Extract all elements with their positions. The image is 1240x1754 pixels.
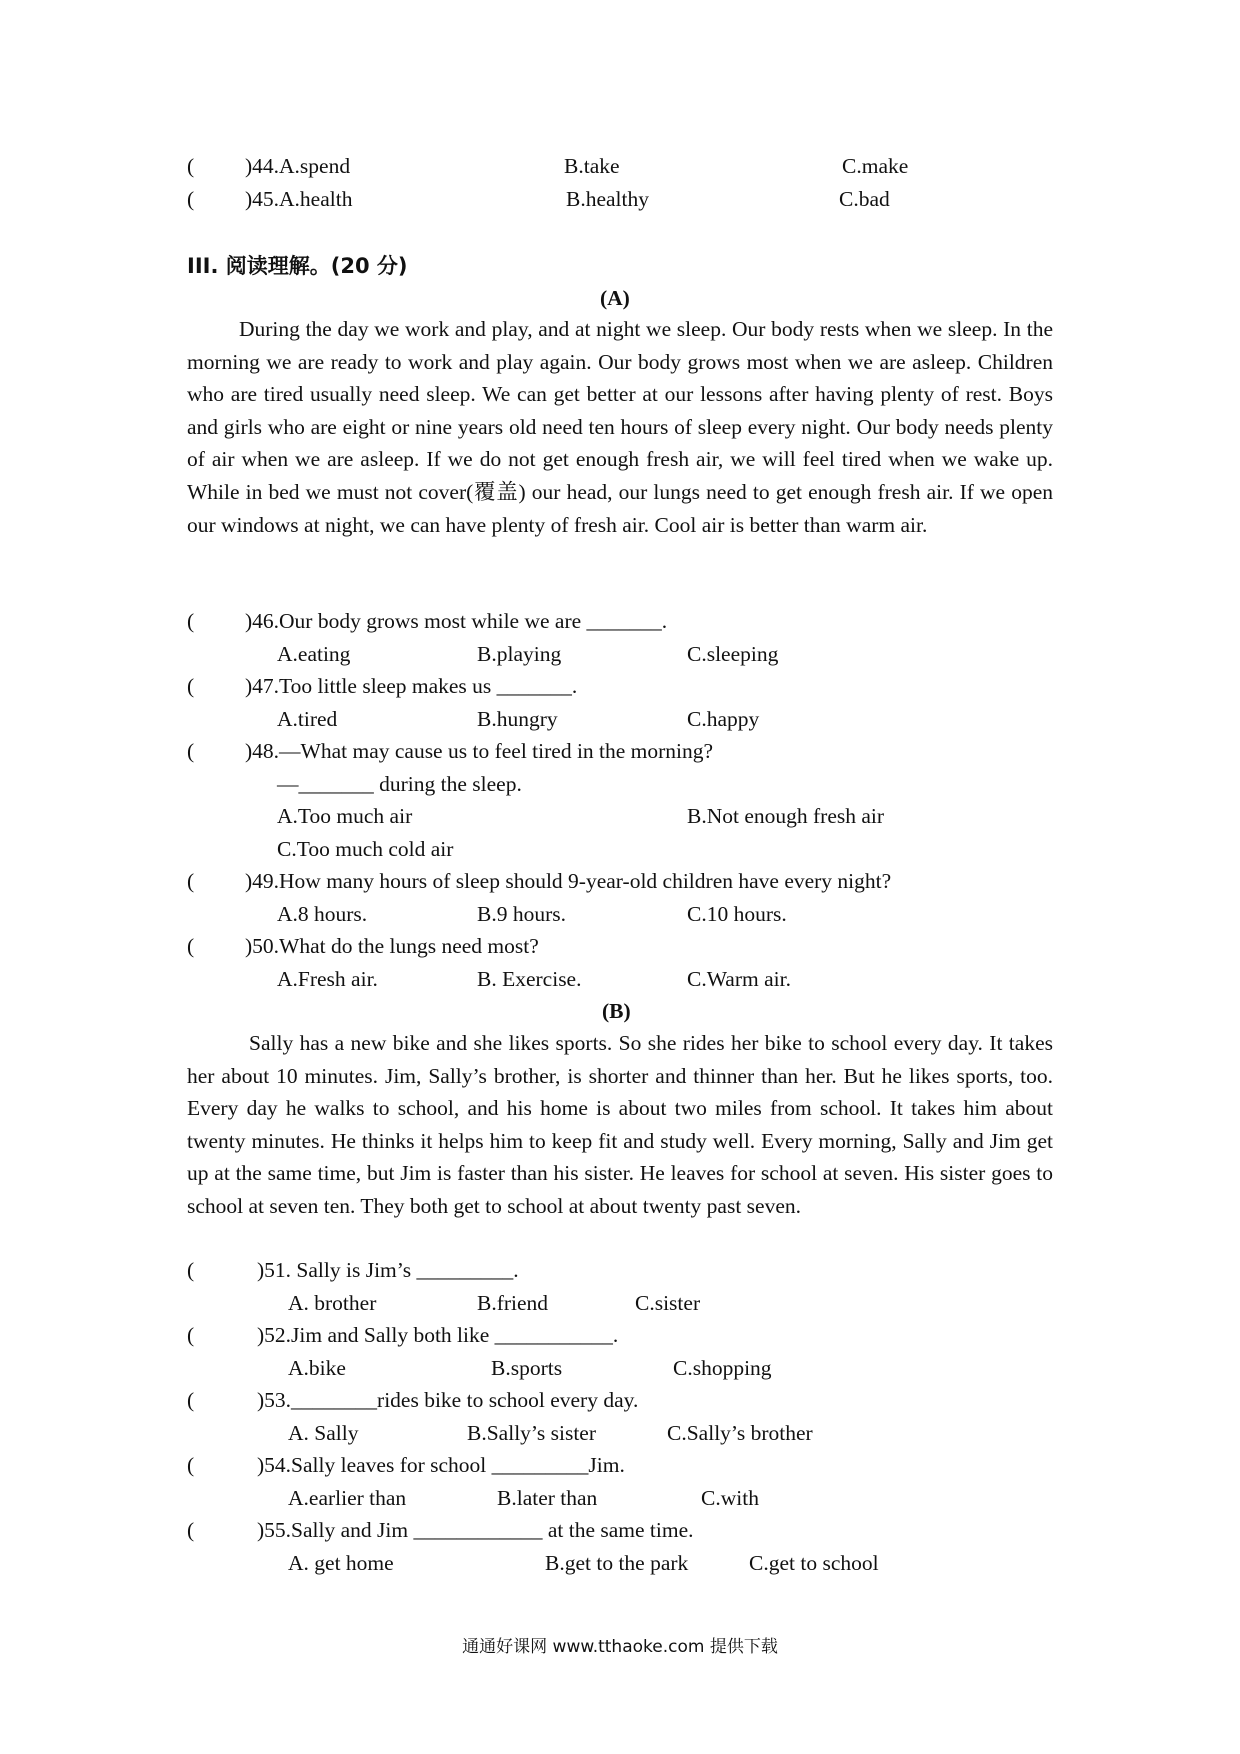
option-b: B.9 hours. <box>477 902 566 926</box>
option-a: A.8 hours. <box>277 902 368 926</box>
answer-paren: ( <box>187 1258 195 1282</box>
option-a: A.tired <box>277 707 338 731</box>
answer-paren: ( <box>187 187 195 211</box>
question-stem: )54.Sally leaves for school _________Jim. <box>257 1453 625 1477</box>
option-c: C.happy <box>687 707 760 731</box>
option-b: B.friend <box>477 1291 549 1315</box>
option-b: B.get to the park <box>545 1551 689 1575</box>
section-title: III. 阅读理解。(20 分) <box>187 254 408 278</box>
question-stem: )44.A.spend <box>245 154 351 178</box>
question-stem-continued: —_______ during the sleep. <box>277 772 522 796</box>
answer-paren: ( <box>187 934 195 958</box>
question-stem: )48.—What may cause us to feel tired in the morning? <box>245 739 714 763</box>
option-a: A. get home <box>288 1551 394 1575</box>
option-c: C.Sally’s brother <box>667 1421 813 1445</box>
option-c: C.bad <box>839 187 890 211</box>
question-stem: )50.What do the lungs need most? <box>245 934 539 958</box>
option-c: C.with <box>701 1486 759 1510</box>
option-a: A. brother <box>288 1291 377 1315</box>
passage-b-text: Sally has a new bike and she likes sports. So she rides her bike to school every day. It takes her about 10 minutes. Jim, Sally’s brother, is shorter and thinner than her. But he likes sports, too. Every day he walks to school, and his home is about two miles from school. It takes him about twenty minutes. He thinks it helps him to keep fit and study well. Every morning, Sally and Jim get up at the same time, but Jim is faster than his sister. He leaves for school at seven. His sister goes to school at seven ten. They both get to school at about twenty past seven. <box>187 1031 1053 1218</box>
option-c: C.Warm air. <box>687 967 791 991</box>
answer-paren: ( <box>187 739 195 763</box>
page-footer: 通通好课网 www.tthaoke.com 提供下载 <box>462 1637 778 1657</box>
question-stem: )52.Jim and Sally both like ___________. <box>257 1323 619 1347</box>
option-b: B.later than <box>497 1486 598 1510</box>
answer-paren: ( <box>187 1323 195 1347</box>
option-b: B.take <box>564 154 620 178</box>
option-b: B.Sally’s sister <box>467 1421 597 1445</box>
question-stem: )55.Sally and Jim ____________ at the same time. <box>257 1518 694 1542</box>
question-stem: )47.Too little sleep makes us _______. <box>245 674 578 698</box>
answer-paren: ( <box>187 1518 195 1542</box>
option-b: B. Exercise. <box>477 967 582 991</box>
option-c: C.sleeping <box>687 642 779 666</box>
question-stem: )49.How many hours of sleep should 9-year-old children have every night? <box>245 869 892 893</box>
option-b: B.playing <box>477 642 562 666</box>
option-c: C.sister <box>635 1291 701 1315</box>
question-stem: )53.________rides bike to school every day. <box>257 1388 639 1412</box>
option-a: A.bike <box>288 1356 346 1380</box>
answer-paren: ( <box>187 1388 195 1412</box>
passage-a-text: During the day we work and play, and at night we sleep. Our body rests when we sleep. In the morning we are ready to work and play again. Our body grows most when we are asleep. Children who are tired usually need sleep. We can get better at our lessons after having plenty of rest. Boys and girls who are eight or nine years old need ten hours of sleep every night. Our body needs plenty of air when we are asleep. If we do not get enough fresh air, we will feel tired when we wake up. While in bed we must not cover(覆盖) our head, our lungs need to get enough fresh air. If we open our windows at night, we can have plenty of fresh air. Cool air is better than warm air. <box>187 317 1053 537</box>
option-c: C.10 hours. <box>687 902 787 926</box>
option-a: A.Too much air <box>277 804 413 828</box>
answer-paren: ( <box>187 674 195 698</box>
passage-a-label: (A) <box>600 286 630 310</box>
answer-paren: ( <box>187 869 195 893</box>
option-a: A.Fresh air. <box>277 967 378 991</box>
option-a: A. Sally <box>288 1421 359 1445</box>
question-stem: )46.Our body grows most while we are _______. <box>245 609 668 633</box>
option-a: A.eating <box>277 642 351 666</box>
answer-paren: ( <box>187 1453 195 1477</box>
option-c: C.shopping <box>673 1356 772 1380</box>
option-b: B.Not enough fresh air <box>687 804 885 828</box>
option-c: C.make <box>842 154 909 178</box>
option-b: B.healthy <box>566 187 649 211</box>
option-b: B.hungry <box>477 707 558 731</box>
option-c: C.Too much cold air <box>277 837 454 861</box>
option-b: B.sports <box>491 1356 563 1380</box>
question-stem: )51. Sally is Jim’s _________. <box>257 1258 519 1282</box>
answer-paren: ( <box>187 154 195 178</box>
passage-b-label: (B) <box>602 999 631 1023</box>
option-c: C.get to school <box>749 1551 879 1575</box>
option-a: A.earlier than <box>288 1486 407 1510</box>
answer-paren: ( <box>187 609 195 633</box>
question-stem: )45.A.health <box>245 187 353 211</box>
